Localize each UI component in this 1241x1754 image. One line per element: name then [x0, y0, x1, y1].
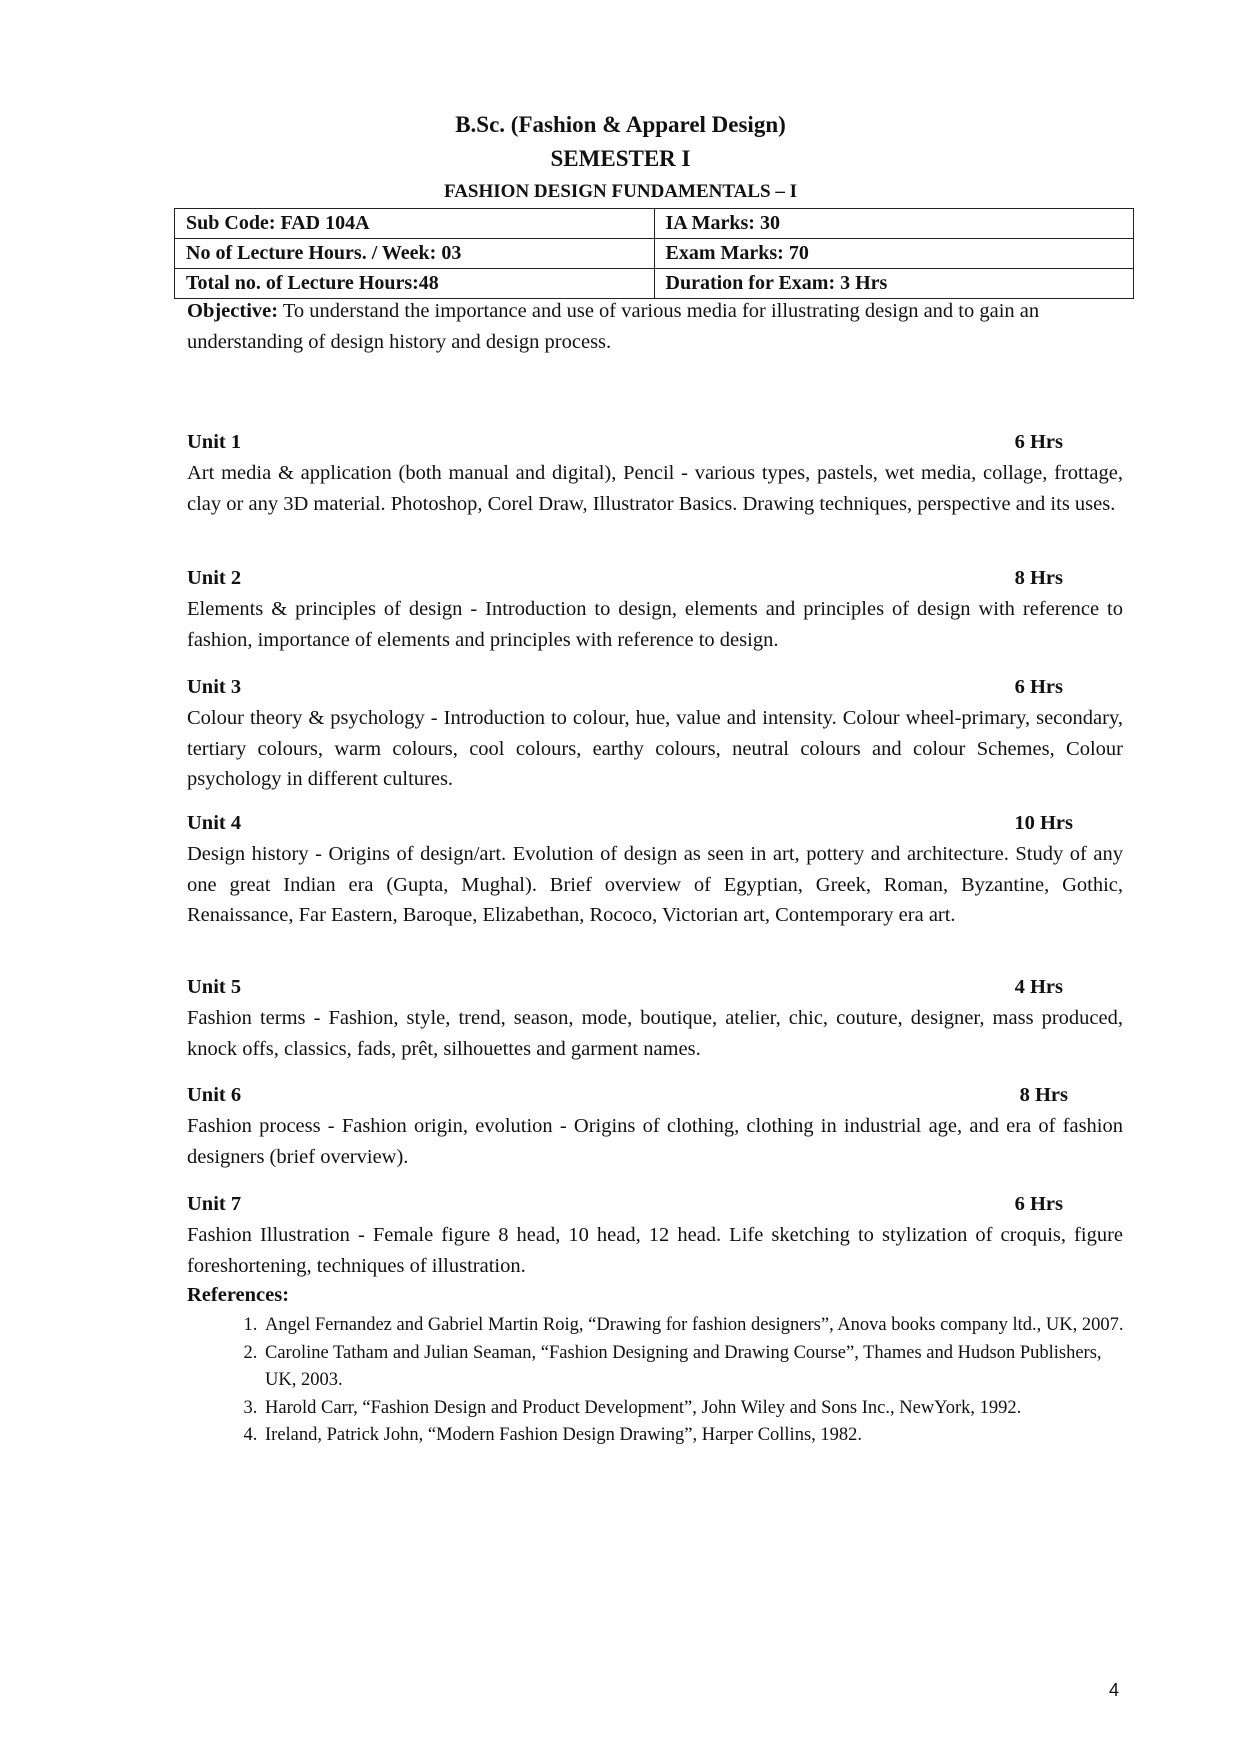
unit-description: Elements & principles of design - Introduction to design, elements and principles of design with reference to fashion, importance of elements and principles with reference to design.: [187, 598, 1123, 651]
unit-section: [187, 563, 1123, 655]
unit-section: [187, 972, 1123, 1064]
course-info-table: [174, 208, 1134, 299]
unit-hours: 8 Hrs: [1019, 1084, 1068, 1106]
unit-title: Unit 4: [187, 812, 242, 834]
unit-title: Unit 7: [187, 1193, 242, 1215]
unit-heading: [187, 972, 1123, 1003]
unit-hours: 6 Hrs: [1014, 676, 1063, 698]
unit-heading: [187, 808, 1123, 839]
exam-marks-cell: Exam Marks: 70: [654, 239, 1134, 269]
objective-paragraph: [187, 296, 1127, 358]
table-row: [175, 209, 1134, 239]
unit-description: Art media & application (both manual and digital), Pencil - various types, pastels, wet media, collage, frottage, clay or any 3D material. Photoshop, Corel Draw, Illustrator Basics. Drawing techniques, perspective and its uses.: [187, 462, 1123, 515]
table-row: [175, 269, 1134, 299]
unit-description: Fashion process - Fashion origin, evolution - Origins of clothing, clothing in industrial age, and era of fashion designers (brief overview).: [187, 1115, 1123, 1168]
references-title: References:: [187, 1284, 290, 1306]
unit-title: Unit 2: [187, 567, 242, 589]
unit-heading: [187, 563, 1123, 594]
unit-heading: [187, 672, 1123, 703]
unit-section: [187, 427, 1123, 519]
unit-hours: 10 Hrs: [1014, 812, 1073, 834]
unit-description: Colour theory & psychology - Introduction to colour, hue, value and intensity. Colour wheel-primary, secondary, tertiary colours, warm colours, cool colours, earthy colours, neutral colours and colour Schemes, Colour psychology in different cultures.: [187, 707, 1123, 790]
unit-hours: 6 Hrs: [1014, 431, 1063, 453]
table-row: [175, 239, 1134, 269]
sub-code-cell: Sub Code: FAD 104A: [175, 209, 655, 239]
unit-section: [187, 1080, 1123, 1172]
semester-title: SEMESTER I: [550, 146, 691, 171]
reference-item: 3. Harold Carr, “Fashion Design and Product Development”, John Wiley and Sons Inc., NewYork, 1992.: [262, 1395, 1127, 1423]
unit-description: Design history - Origins of design/art. Evolution of design as seen in art, pottery and architecture. Study of any one great Indian era (Gupta, Mughal). Brief overview of Egyptian, Greek, Roman, Byzantine, Gothic, Renaissance, Far Eastern, Baroque, Elizabethan, Rococo, Victorian art, Contemporary era art.: [187, 843, 1123, 926]
unit-title: Unit 3: [187, 676, 242, 698]
unit-heading: [187, 1189, 1123, 1220]
unit-hours: 8 Hrs: [1014, 567, 1063, 589]
unit-hours: 4 Hrs: [1014, 976, 1063, 998]
course-title: FASHION DESIGN FUNDAMENTALS – I: [444, 181, 797, 202]
unit-heading: [187, 427, 1123, 458]
objective-label: Objective:: [187, 300, 279, 322]
references-list: [187, 1312, 1127, 1450]
reference-item: 4. Ireland, Patrick John, “Modern Fashion Design Drawing”, Harper Collins, 1982.: [262, 1422, 1127, 1450]
unit-title: Unit 1: [187, 431, 242, 453]
unit-title: Unit 5: [187, 976, 242, 998]
exam-duration-cell: Duration for Exam: 3 Hrs: [654, 269, 1134, 299]
unit-section: [187, 1189, 1123, 1281]
unit-hours: 6 Hrs: [1014, 1193, 1063, 1215]
unit-heading: [187, 1080, 1123, 1111]
lecture-hours-week-cell: No of Lecture Hours. / Week: 03: [175, 239, 655, 269]
ia-marks-cell: IA Marks: 30: [654, 209, 1134, 239]
unit-section: [187, 808, 1123, 931]
unit-section: [187, 672, 1123, 795]
unit-description: Fashion terms - Fashion, style, trend, season, mode, boutique, atelier, chic, couture, designer, mass produced, knock offs, classics, fads, prêt, silhouettes and garment names.: [187, 1007, 1123, 1060]
total-lecture-hours-cell: Total no. of Lecture Hours:48: [175, 269, 655, 299]
program-title: B.Sc. (Fashion & Apparel Design): [455, 112, 786, 137]
reference-item: 2. Caroline Tatham and Julian Seaman, “Fashion Designing and Drawing Course”, Thames and Hudson Publishers, UK, 2003.: [262, 1340, 1127, 1395]
unit-title: Unit 6: [187, 1084, 242, 1106]
unit-description: Fashion Illustration - Female figure 8 head, 10 head, 12 head. Life sketching to stylization of croquis, figure foreshortening, techniques of illustration.: [187, 1224, 1123, 1277]
objective-text: To understand the importance and use of various media for illustrating design and to gain an understanding of design history and design process.: [187, 300, 1040, 353]
references-section: [187, 1280, 1127, 1450]
reference-item: 1. Angel Fernandez and Gabriel Martin Roig, “Drawing for fashion designers”, Anova books company ltd., UK, 2007.: [262, 1312, 1127, 1340]
page-number: 4: [1108, 1680, 1119, 1700]
